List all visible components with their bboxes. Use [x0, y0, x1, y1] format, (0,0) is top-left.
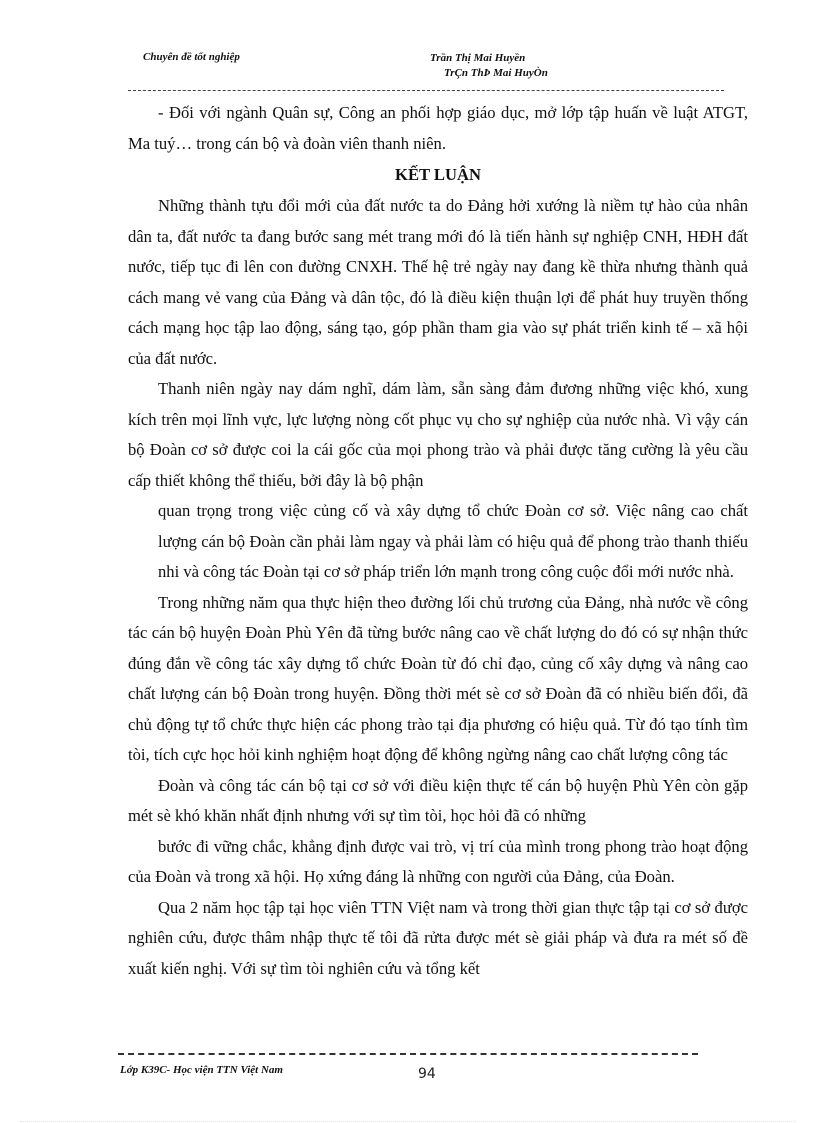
header-author — [430, 51, 548, 81]
header-divider — [128, 90, 724, 91]
paragraph-1: Những thành tựu đổi mới của đất nước ta do Đảng hởi xướng là niềm tự hào của nhân dân ta, đất nước ta đang bước sang mét trang mới đó là tiến hành sự nghiệp CNH, HĐH đất nước, tiếp tục đi lên con đường CNXH. Thế hệ trẻ ngày nay đang kề thừa nhưng thành quả cách mang vẻ vang của Đảng và dân tộc, đó là điều kiện thuận lợi để phát huy truyền thống cách mạng học tập lao động, sáng tạo, góp phần tham gia vào sự phát triển kinh tế – xã hội của đất nước. — [128, 196, 748, 368]
header-author-name-garbled: TrÇn ThÞ Mai HuyÒn — [444, 67, 548, 79]
paragraph-5: Đoàn và công tác cán bộ tại cơ sở với điều kiện thực tế cán bộ huyện Phù Yên còn gặp mét sè khó khăn nhất định nhưng với sự tìm tòi, học hỏi đã có những — [128, 775, 748, 825]
page-number: 94 — [418, 1066, 436, 1082]
page-edge-dotted-line — [20, 1121, 796, 1122]
footer-divider — [118, 1053, 698, 1055]
section-heading: KẾT LUẬN — [395, 165, 481, 184]
paragraph-3: quan trọng trong việc củng cố và xây dựng tổ chức Đoàn cơ sở. Việc nâng cao chất lượng cán bộ Đoàn cần phải làm ngay và phải làm có hiệu quả để phong trào thanh thiếu nhi và công tác Đoàn tại cơ sở pháp triển lớn mạnh trong công cuộc đổi mới nước nhà. — [158, 501, 748, 581]
paragraph-6: bước đi vững chắc, khẳng định được vai trò, vị trí của mình trong phong trào hoạt động của Đoàn và trong xã hội. Họ xứng đáng là những con người của Đảng, của Đoàn. — [128, 836, 748, 886]
header-author-name: Trần Thị Mai Huyền — [430, 52, 526, 64]
document-body — [128, 98, 748, 984]
paragraph-7: Qua 2 năm học tập tại học viên TTN Việt nam và trong thời gian thực tập tại cơ sở được nghiên cứu, được thâm nhập thực tế tôi đã rửta được mét sè giải pháp và đưa ra mét số đề xuất kiến nghị. Với sự tìm tòi nghiên cứu và tổng kết — [128, 897, 748, 978]
paragraph-4: Trong những năm qua thực hiện theo đường lối chủ trương của Đảng, nhà nước về công tác cán bộ huyện Đoàn Phù Yên đã từng bước nâng cao về chất lượng do đó có sự nhận thức đúng đắn về công tác xây dựng tổ chức Đoàn từ đó chỉ đạo, củng cố xây dựng và nâng cao chất lượng cán bộ Đoàn trong huyện. Đồng thời mét sè cơ sở Đoàn đã có nhiều biến đổi, đã chủ động tự tổ chức thực hiện các phong trào tại địa phương có hiệu quả. Từ đó tạo tính tìm tòi, tích cực học hỏi kinh nghiệm hoạt động để không ngừng nâng cao chất lượng công tác — [128, 592, 748, 764]
intro-paragraph: - Đối với ngành Quân sự, Công an phối hợp giáo dục, mở lớp tập huấn về luật ATGT, Ma tuý… trong cán bộ và đoàn viên thanh niên. — [128, 103, 748, 153]
paragraph-2: Thanh niên ngày nay dám nghĩ, dám làm, sẵn sàng đảm đương những việc khó, xung kích trên mọi lĩnh vực, lực lượng nòng cốt phục vụ cho sự nghiệp của nước nhà. Vì vậy cán bộ Đoàn cơ sở được coi la cái gốc của mọi phong trào và phải được tăng cường là yêu cầu cấp thiết không thể thiếu, bởi đây là bộ phận — [128, 379, 748, 490]
footer-class-label: Lớp K39C- Học viện TTN Việt Nam — [120, 1064, 283, 1076]
header-course-title: Chuyên đề tốt nghiệp — [143, 51, 240, 63]
